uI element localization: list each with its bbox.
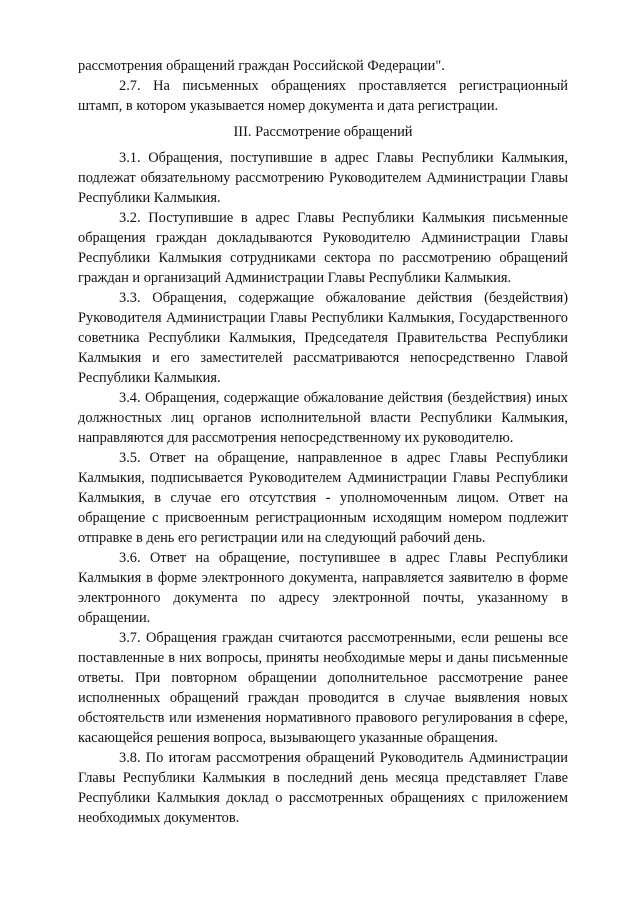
paragraph-2-7: 2.7. На письменных обращениях проставляется регистрационный штамп, в котором указывается номер документа и дата регистрации. xyxy=(78,78,568,114)
paragraph-3-1: 3.1. Обращения, поступившие в адрес Главы Республики Калмыкия, подлежат обязательному рассмотрению Руководителем Администрации Главы Республики Калмыкия. xyxy=(78,150,568,206)
paragraph-3-8: 3.8. По итогам рассмотрения обращений Руководитель Администрации Главы Республики Калмыкия в последний день месяца представляет Главе Республики Калмыкия доклад о рассмотренных обращениях с приложением необходимых документов. xyxy=(78,750,568,826)
section-heading: III. Рассмотрение обращений xyxy=(233,124,413,140)
paragraph-3-5: 3.5. Ответ на обращение, направленное в адрес Главы Республики Калмыкия, подписывается Руководителем Администрации Главы Республики Калмыкия, в случае его отсутствия - уполномоченным лицом. Ответ на обращение с присвоенным регистрационным исходящим номером подлежит отправке в день его регистрации или на следующий рабочий день. xyxy=(78,450,568,546)
paragraph-3-7: 3.7. Обращения граждан считаются рассмотренными, если решены все поставленные в них вопросы, приняты необходимые меры и даны письменные ответы. При повторном обращении дополнительное рассмотрение ранее исполненных обращений граждан проводится в случае выявления новых обстоятельств или изменения нормативного правового регулирования в сфере, касающейся решения вопроса, вызывающего указанные обращения. xyxy=(78,630,568,746)
paragraph-3-3: 3.3. Обращения, содержащие обжалование действия (бездействия) Руководителя Администрации Главы Республики Калмыкия, Государственного советника Республики Калмыкия, Председателя Правительства Республики Калмыкия и его заместителей рассматриваются непосредственно Главой Республики Калмыкия. xyxy=(78,290,568,386)
paragraph-3-6: 3.6. Ответ на обращение, поступившее в адрес Главы Республики Калмыкия в форме электронного документа, направляется заявителю в форме электронного документа по адресу электронной почты, указанному в обращении. xyxy=(78,550,568,626)
paragraph-continuation: рассмотрения обращений граждан Российской Федерации". xyxy=(78,58,445,74)
paragraph-3-2: 3.2. Поступившие в адрес Главы Республики Калмыкия письменные обращения граждан докладываются Руководителю Администрации Главы Республики Калмыкия сотрудниками сектора по рассмотрению обращений граждан и организаций Администрации Главы Республики Калмыкия. xyxy=(78,210,568,286)
paragraph-3-4: 3.4. Обращения, содержащие обжалование действия (бездействия) иных должностных лиц органов исполнительной власти Республики Калмыкия, направляются для рассмотрения непосредственному их руководителю. xyxy=(78,390,568,446)
document-body xyxy=(78,56,568,828)
